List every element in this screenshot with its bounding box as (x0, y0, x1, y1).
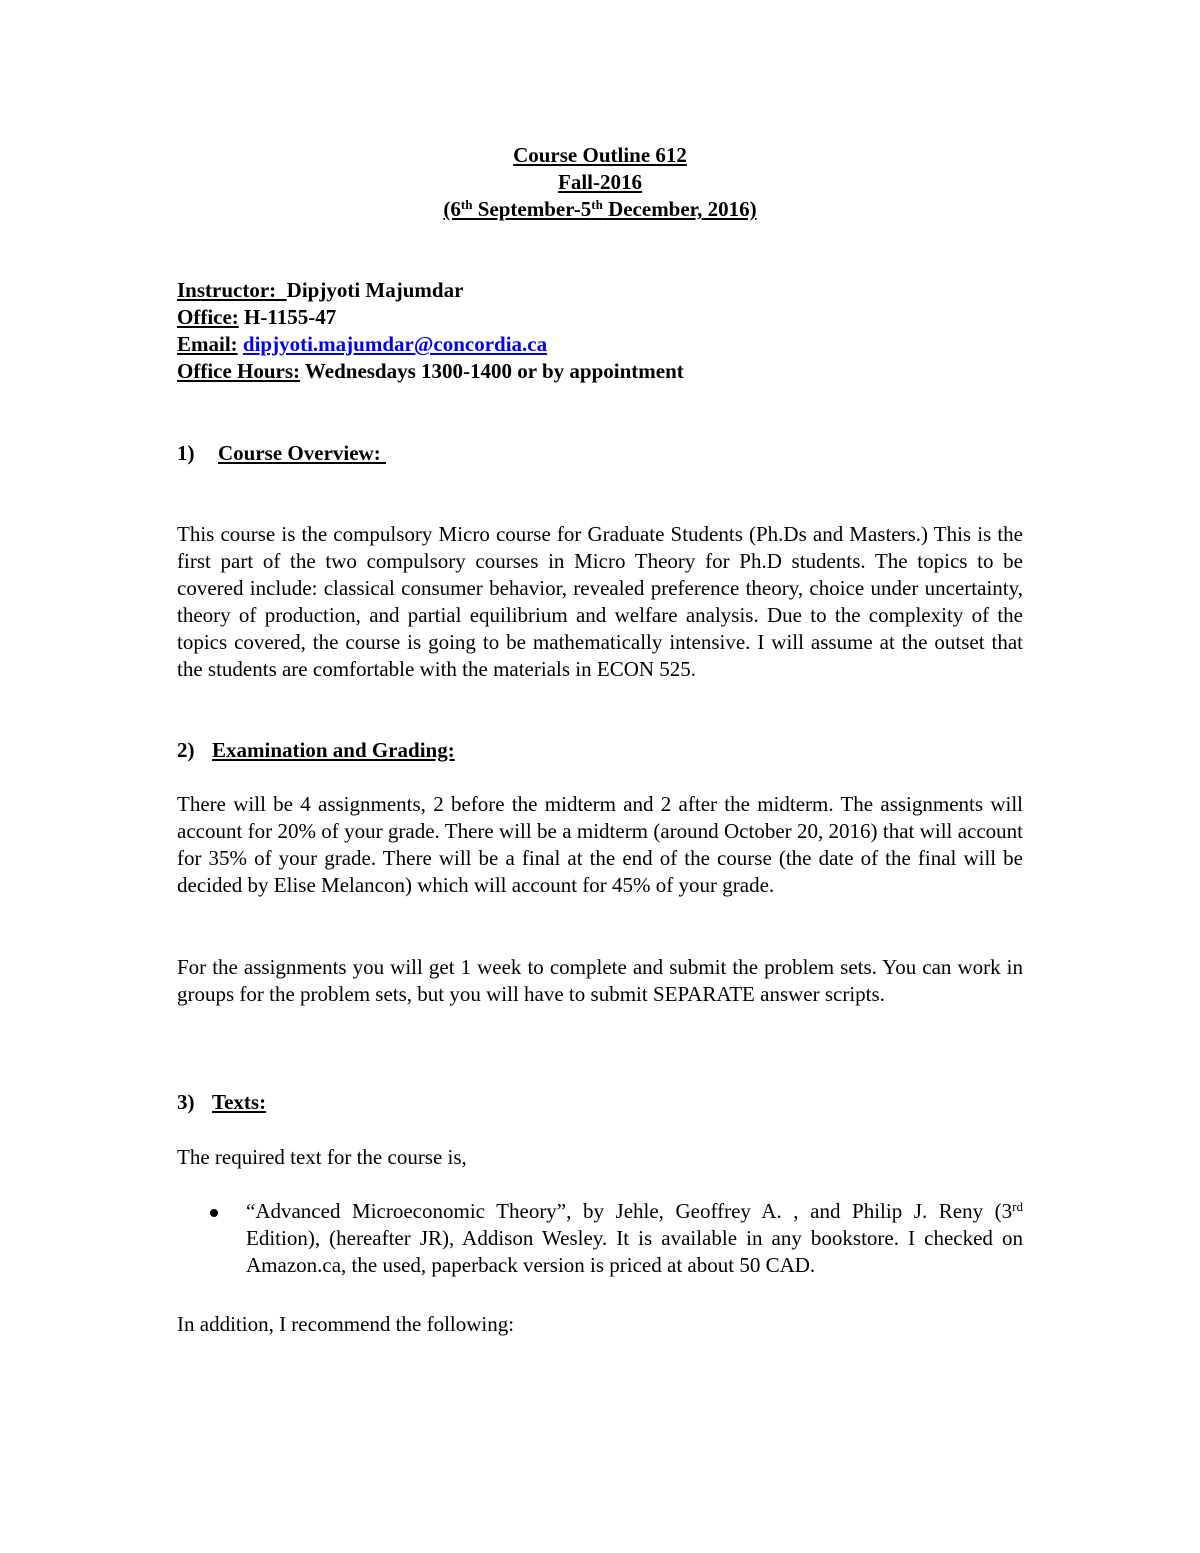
office-hours-line (177, 358, 1023, 385)
email-label: Email: (177, 332, 238, 356)
course-dates: (6th September-5th December, 2016) (443, 197, 757, 221)
section-title: Texts: (212, 1090, 267, 1114)
office-hours-label: Office Hours: (177, 359, 301, 383)
grading-paragraph: There will be 4 assignments, 2 before the midterm and 2 after the midterm. The assignments will account for 20% of your grade. There will be a midterm (around October 20, 2016) that will account for 35% of your grade. There will be a final at the end of the course (the date of the final will be decided by Elise Melancon) which will account for 45% of your grade. (177, 792, 1023, 897)
instructor-info (177, 277, 1023, 385)
recommend-paragraph: In addition, I recommend the following: (177, 1312, 515, 1336)
section-heading-grading (177, 737, 455, 764)
office-value: H-1155-47 (238, 305, 337, 329)
email-line (177, 331, 1023, 358)
section-title: Examination and Grading: (212, 738, 455, 762)
section-number: 3) (177, 1090, 195, 1114)
required-text-entry: “Advanced Microeconomic Theory”, by Jehle, Geoffrey A. , and Philip J. Reny (3rd Edition), (hereafter JR), Addison Wesley. It is available in any bookstore. I checked on Amazon.ca, the used, paperback version is priced at about 50 CAD. (246, 1199, 1023, 1277)
texts-intro: The required text for the course is, (177, 1145, 467, 1169)
instructor-name: Dipjyoti Majumdar (286, 278, 464, 302)
course-title: Course Outline 612 (513, 143, 687, 167)
office-line (177, 304, 1023, 331)
office-label: Office: (177, 305, 239, 329)
section-heading-texts (177, 1089, 266, 1116)
course-term: Fall-2016 (558, 170, 642, 194)
section-number: 1) (177, 441, 195, 465)
overview-paragraph: This course is the compulsory Micro course for Graduate Students (Ph.Ds and Masters.) This is the first part of the two compulsory courses in Micro Theory for Ph.D students. The topics to be covered include: classical consumer behavior, revealed preference theory, choice under uncertainty, theory of production, and partial equilibrium and welfare analysis. Due to the complexity of the topics covered, the course is going to be mathematically intensive. I will assume at the outset that the students are comfortable with the materials in ECON 525. (177, 522, 1023, 681)
section-heading-overview (177, 440, 386, 467)
email-link[interactable]: dipjyoti.majumdar@concordia.ca (242, 332, 548, 356)
title-block (0, 142, 1200, 223)
bullet-icon (210, 1209, 218, 1217)
section-title: Course Overview: (218, 441, 386, 465)
instructor-line (177, 277, 1023, 304)
assignments-paragraph: For the assignments you will get 1 week to complete and submit the problem sets. You can work in groups for the problem sets, but you will have to submit SEPARATE answer scripts. (177, 955, 1023, 1006)
office-hours-value: Wednesdays 1300-1400 or by appointment (300, 359, 684, 383)
section-number: 2) (177, 738, 195, 762)
instructor-label: Instructor: (177, 278, 287, 302)
